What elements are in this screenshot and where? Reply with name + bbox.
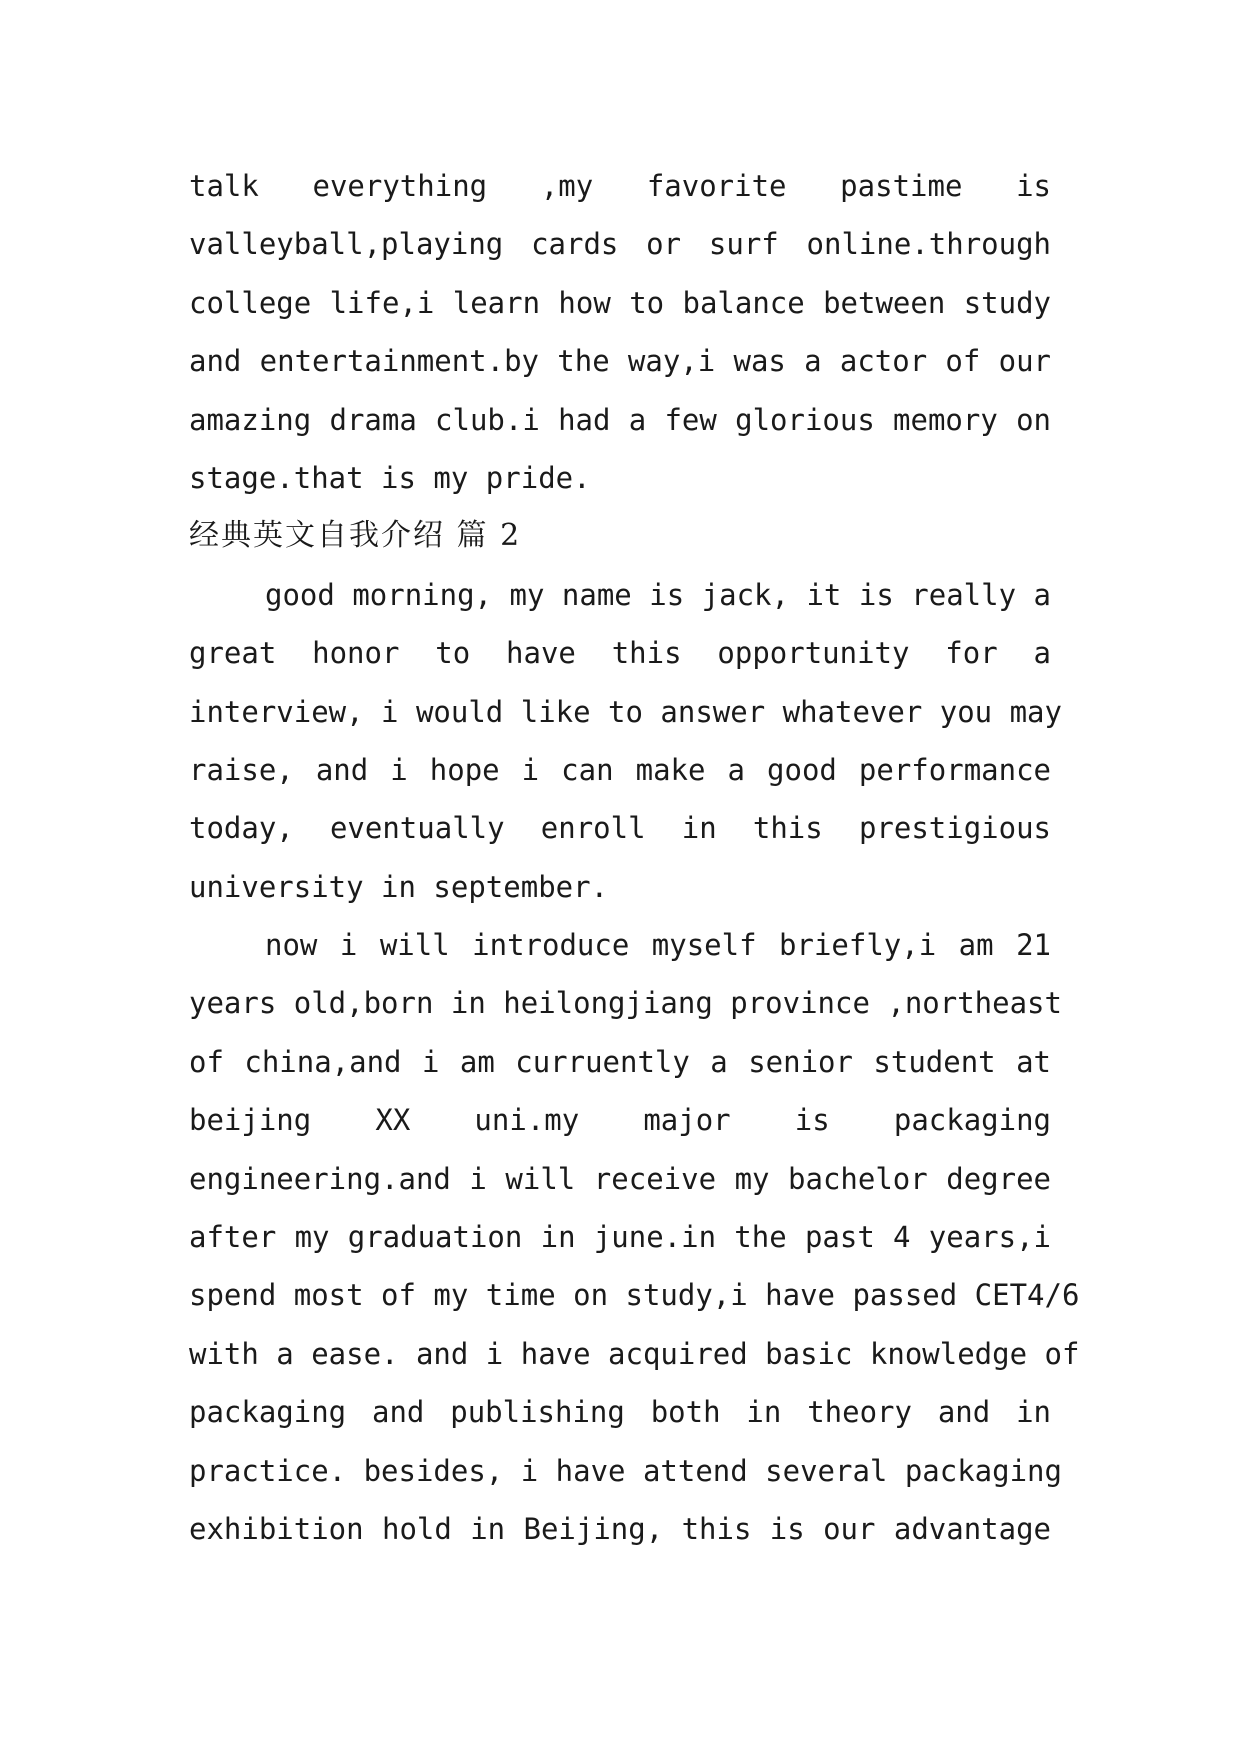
text-line: after my graduation in june.in the past 4 years,i <box>189 1220 1051 1255</box>
text-line: stage.that is my pride. <box>189 460 591 495</box>
text-line: talk everything ,my favorite pastime is <box>189 169 1051 203</box>
paragraph-greeting <box>189 566 1062 916</box>
text-line: valleyball,playing cards or surf online.through <box>189 227 1051 262</box>
section-heading: 经典英文自我介绍 篇 2 <box>189 518 522 554</box>
text-line: interview, i would like to answer whatever you may <box>189 694 1062 729</box>
text-line: engineering.and i will receive my bachelor degree <box>189 1161 1051 1196</box>
text-line: practice. besides, i have attend several packaging <box>189 1453 1062 1488</box>
text-line: and entertainment.by the way,i was a actor of our <box>189 344 1051 379</box>
text-line: great honor to have this opportunity for a <box>189 636 1051 671</box>
paragraph-introduction <box>189 916 1080 1558</box>
text-line: packaging and publishing both in theory and in <box>189 1395 1051 1430</box>
text-line: good morning, my name is jack, it is really a <box>265 577 1051 612</box>
text-line: years old,born in heilongjiang province ,northeast <box>189 986 1062 1021</box>
text-line: today, eventually enroll in this prestigious <box>189 811 1051 846</box>
text-line: now i will introduce myself briefly,i am 21 <box>265 928 1051 963</box>
text-line: beijing XX uni.my major is packaging <box>189 1103 1051 1138</box>
paragraph-previous-section-tail <box>189 157 1051 507</box>
text-line: exhibition hold in Beijing, this is our advantage <box>189 1511 1051 1546</box>
text-line: college life,i learn how to balance between study <box>189 285 1051 320</box>
text-line: raise, and i hope i can make a good performance <box>189 752 1051 787</box>
text-line: university in september. <box>189 869 609 904</box>
text-line: amazing drama club.i had a few glorious memory on <box>189 402 1051 437</box>
text-line: with a ease. and i have acquired basic knowledge of <box>189 1336 1080 1371</box>
text-line: of china,and i am curruently a senior student at <box>189 1044 1051 1079</box>
text-line: spend most of my time on study,i have passed CET4/6 <box>189 1278 1080 1313</box>
document-body <box>189 157 1080 1558</box>
